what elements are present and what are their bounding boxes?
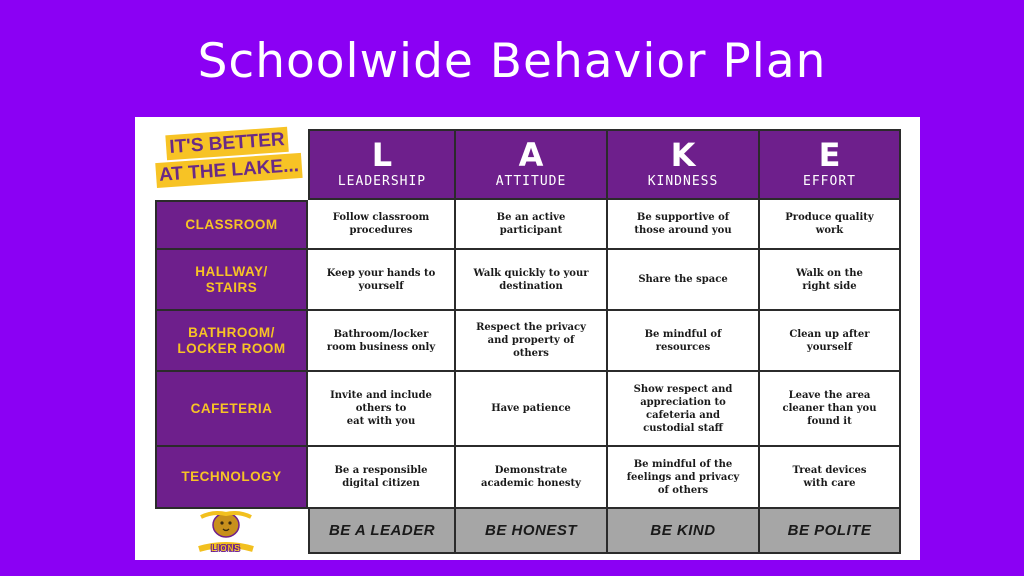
column-word: EFFORT — [803, 174, 856, 189]
behavior-matrix — [155, 129, 901, 554]
column-letter: A — [518, 136, 544, 174]
logo-text: LIONS — [211, 543, 241, 553]
matrix-cell: Treat devices with care — [760, 447, 901, 509]
matrix-cell: Walk on the right side — [760, 250, 901, 311]
matrix-cell: Demonstrate academic honesty — [456, 447, 608, 509]
column-letter: K — [670, 136, 696, 174]
column-header-kindness — [608, 129, 760, 200]
matrix-cell: Walk quickly to your destination — [456, 250, 608, 311]
column-word: LEADERSHIP — [337, 174, 427, 189]
column-header-attitude — [456, 129, 608, 200]
slogan-line-1: IT'S BETTER — [166, 127, 289, 160]
footer-cell: BE A LEADER — [308, 509, 456, 554]
matrix-cell: Have patience — [456, 372, 608, 447]
matrix-cell: Leave the area cleaner than you found it — [760, 372, 901, 447]
matrix-cell: Invite and include others to eat with you — [308, 372, 456, 447]
school-logo-cell — [155, 509, 308, 554]
matrix-cell: Keep your hands to yourself — [308, 250, 456, 311]
row-header-technology: TECHNOLOGY — [155, 447, 308, 509]
column-word: ATTITUDE — [495, 174, 567, 189]
row-header-classroom: CLASSROOM — [155, 200, 308, 250]
lions-logo — [191, 511, 261, 553]
column-word: KINDNESS — [647, 174, 719, 189]
matrix-cell: Be an active participant — [456, 200, 608, 250]
row-header-cafeteria: CAFETERIA — [155, 372, 308, 447]
column-letter: L — [371, 136, 393, 174]
matrix-cell: Produce quality work — [760, 200, 901, 250]
matrix-cell: Share the space — [608, 250, 760, 311]
column-letter: E — [818, 136, 841, 174]
column-header-leadership — [308, 129, 456, 200]
footer-cell: BE HONEST — [456, 509, 608, 554]
slogan-corner — [155, 129, 308, 200]
matrix-cell: Bathroom/locker room business only — [308, 311, 456, 372]
matrix-cell: Respect the privacy and property of others — [456, 311, 608, 372]
slide-title: Schoolwide Behavior Plan — [197, 34, 827, 89]
column-header-effort — [760, 129, 901, 200]
matrix-cell: Clean up after yourself — [760, 311, 901, 372]
row-header-hallway: HALLWAY/ STAIRS — [155, 250, 308, 311]
matrix-cell: Be supportive of those around you — [608, 200, 760, 250]
matrix-cell: Be mindful of the feelings and privacy of others — [608, 447, 760, 509]
matrix-cell: Follow classroom procedures — [308, 200, 456, 250]
matrix-cell: Be a responsible digital citizen — [308, 447, 456, 509]
footer-cell: BE KIND — [608, 509, 760, 554]
row-header-bathroom: BATHROOM/ LOCKER ROOM — [155, 311, 308, 372]
behavior-matrix-sheet — [135, 117, 920, 560]
footer-cell: BE POLITE — [760, 509, 901, 554]
matrix-cell: Be mindful of resources — [608, 311, 760, 372]
matrix-cell: Show respect and appreciation to cafeteria and custodial staff — [608, 372, 760, 447]
slogan-line-2: AT THE LAKE... — [155, 153, 302, 188]
